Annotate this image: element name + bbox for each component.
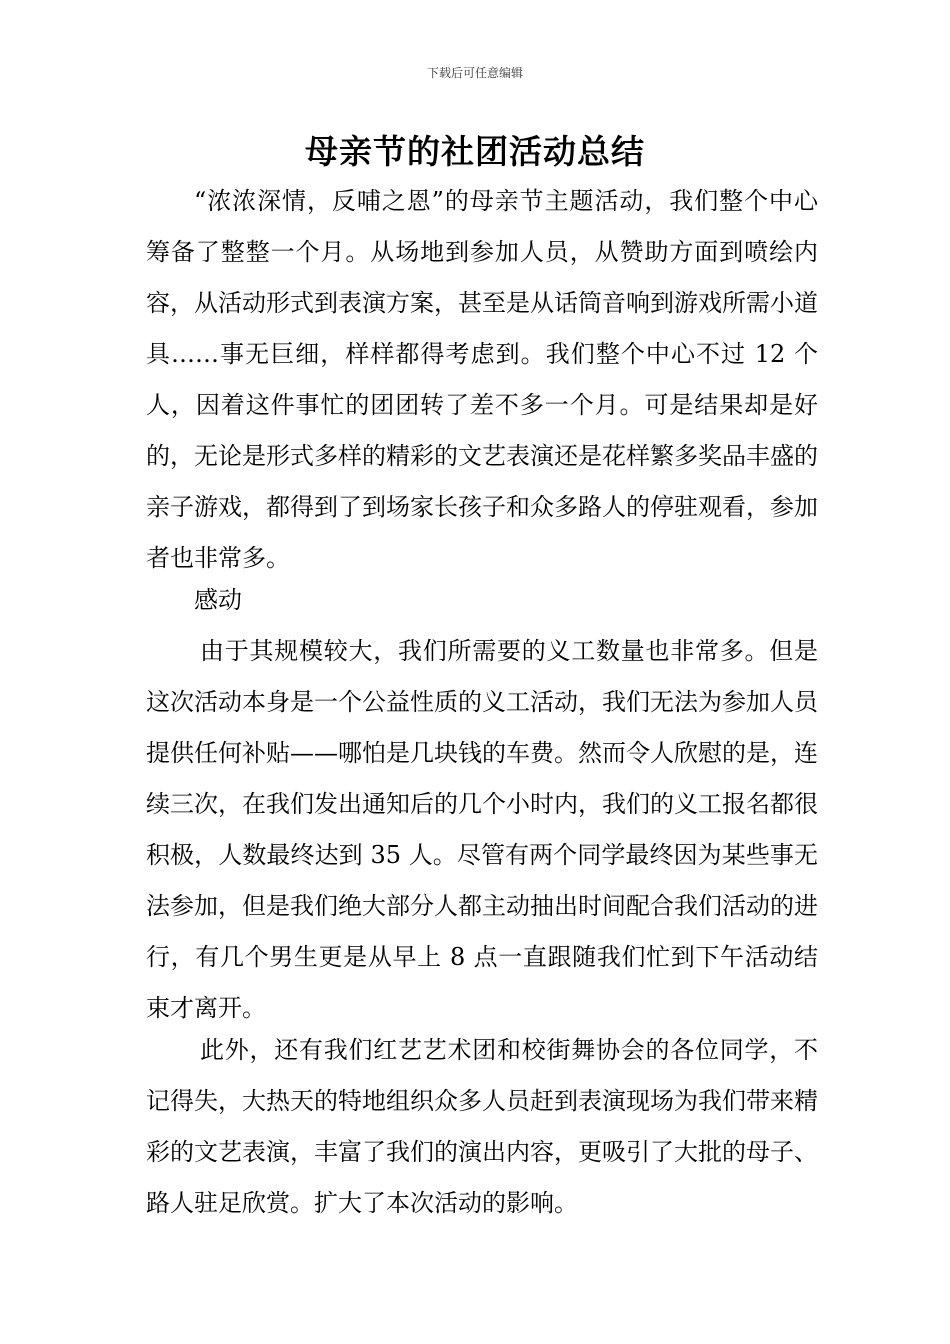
- paragraph-volunteers: 由于其规模较大，我们所需要的义工数量也非常多。但是这次活动本身是一个公益性质的义工活动，我们无法为参加人员提供任何补贴——哪怕是几块钱的车费。然而令人欣慰的是，连续三次，在我们发出通知后的几个小时内，我们的义工报名都很积极，人数最终达到 35 人。尽管有两个同学最终因为某些事无法参加，但是我们绝大部分人都主动抽出时间配合我们活动的进行，有几个男生更是从早上 8 点一直跟随我们忙到下午活动结束才离开。: [146, 637, 818, 1022]
- header-note: 下载后可任意编辑: [426, 66, 523, 80]
- paragraph-intro: “浓浓深情，反哺之恩”的母亲节主题活动，我们整个中心筹备了整整一个月。从场地到参加人员，从赞助方面到喷绘内容，从活动形式到表演方案，甚至是从话筒音响到游戏所需小道具……事无巨细，样样都得考虑到。我们整个中心不过 12 个人，因着这件事忙的团团转了差不多一个月。可是结果却是好的，无论是形式多样的精彩的文艺表演还是花样繁多奖品丰盛的亲子游戏，都得到了到场家长孩子和众多路人的停驻观看，参加者也非常多。: [146, 187, 818, 572]
- section-heading: 感动: [194, 586, 242, 614]
- paragraph-performers: 此外，还有我们红艺艺术团和校街舞协会的各位同学，不记得失，大热天的特地组织众多人员赶到表演现场为我们带来精彩的文艺表演，丰富了我们的演出内容，更吸引了大批的母子、路人驻足欣赏。扩大了本次活动的影响。: [146, 1036, 818, 1217]
- document-title: 母亲节的社团活动总结: [305, 132, 645, 171]
